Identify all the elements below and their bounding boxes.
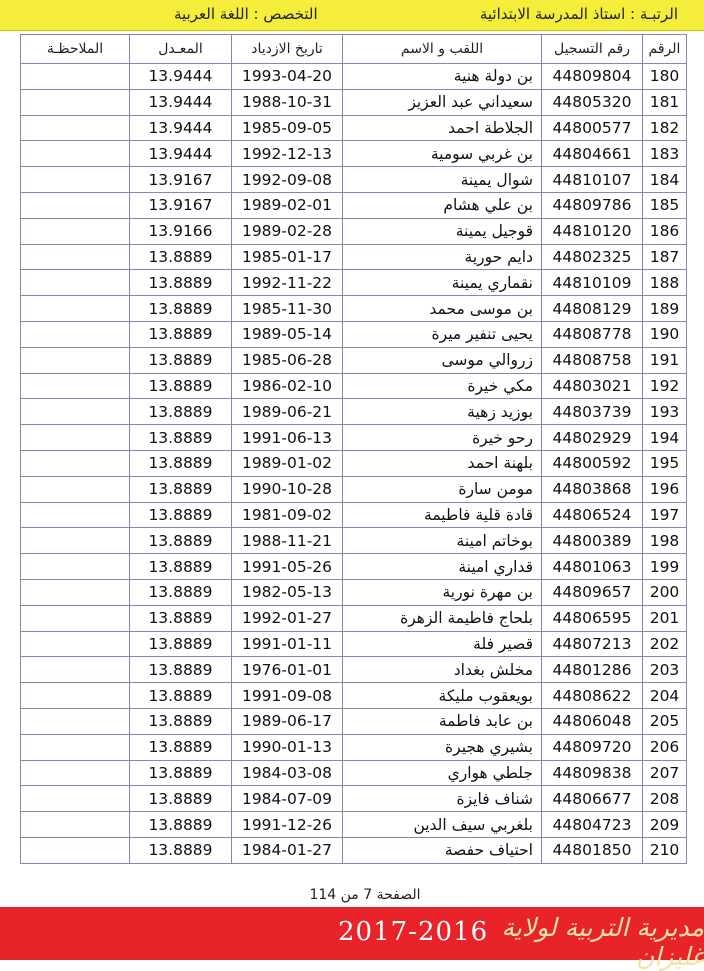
- cell-note: [21, 167, 130, 193]
- rank-label: الرتبـة : استاذ المدرسة الابتدائية: [479, 5, 678, 23]
- cell-registration: 44805320: [542, 89, 643, 115]
- cell-num: 183: [643, 141, 687, 167]
- cell-name: الجلاطة احمد: [343, 115, 542, 141]
- cell-average: 13.9167: [130, 192, 232, 218]
- cell-average: 13.8889: [130, 502, 232, 528]
- cell-birthdate: 1982-05-13: [232, 579, 343, 605]
- cell-average: 13.8889: [130, 683, 232, 709]
- page-indicator: الصفحة 7 من 114: [309, 887, 421, 903]
- cell-registration: 44801286: [542, 657, 643, 683]
- cell-birthdate: 1990-10-28: [232, 476, 343, 502]
- cell-note: [21, 373, 130, 399]
- table-row: [21, 64, 687, 90]
- table-row: [21, 605, 687, 631]
- cell-registration: 44809838: [542, 760, 643, 786]
- cell-registration: 44810109: [542, 270, 643, 296]
- cell-registration: 44807213: [542, 631, 643, 657]
- cell-registration: 44808778: [542, 321, 643, 347]
- cell-note: [21, 760, 130, 786]
- cell-registration: 44801063: [542, 554, 643, 580]
- cell-num: 190: [643, 321, 687, 347]
- cell-num: 193: [643, 399, 687, 425]
- cell-average: 13.9444: [130, 64, 232, 90]
- cell-average: 13.8889: [130, 734, 232, 760]
- cell-num: 204: [643, 683, 687, 709]
- cell-num: 198: [643, 528, 687, 554]
- cell-num: 194: [643, 425, 687, 451]
- cell-num: 185: [643, 192, 687, 218]
- cell-registration: 44809720: [542, 734, 643, 760]
- cell-registration: 44801850: [542, 837, 643, 863]
- cell-birthdate: 1985-09-05: [232, 115, 343, 141]
- cell-birthdate: 1984-07-09: [232, 786, 343, 812]
- table-row: [21, 812, 687, 838]
- cell-note: [21, 683, 130, 709]
- cell-note: [21, 244, 130, 270]
- table-row: [21, 502, 687, 528]
- cell-name: سعيداني عبد العزيز: [343, 89, 542, 115]
- table-row: [21, 347, 687, 373]
- cell-birthdate: 1991-12-26: [232, 812, 343, 838]
- cell-name: مكي خيرة: [343, 373, 542, 399]
- cell-name: زروالي موسى: [343, 347, 542, 373]
- cell-note: [21, 399, 130, 425]
- cell-birthdate: 1984-01-27: [232, 837, 343, 863]
- cell-name: احتياف حفصة: [343, 837, 542, 863]
- cell-birthdate: 1989-02-28: [232, 218, 343, 244]
- specialty-label: التخصص : اللغة العربية: [174, 5, 318, 23]
- cell-birthdate: 1991-09-08: [232, 683, 343, 709]
- table-row: [21, 528, 687, 554]
- table-row: [21, 321, 687, 347]
- cell-name: بن غربي سومية: [343, 141, 542, 167]
- cell-num: 206: [643, 734, 687, 760]
- cell-birthdate: 1989-05-14: [232, 321, 343, 347]
- cell-average: 13.8889: [130, 554, 232, 580]
- cell-registration: 44806595: [542, 605, 643, 631]
- cell-name: رحو خيرة: [343, 425, 542, 451]
- cell-average: 13.8889: [130, 425, 232, 451]
- cell-num: 203: [643, 657, 687, 683]
- directorate-logo-text: مديرية التربية لولاية غليزان: [501, 913, 704, 971]
- cell-num: 208: [643, 786, 687, 812]
- cell-num: 187: [643, 244, 687, 270]
- cell-note: [21, 425, 130, 451]
- cell-average: 13.8889: [130, 476, 232, 502]
- table-row: [21, 270, 687, 296]
- cell-registration: 44800577: [542, 115, 643, 141]
- cell-note: [21, 528, 130, 554]
- table-row: [21, 631, 687, 657]
- cell-average: 13.9444: [130, 115, 232, 141]
- cell-birthdate: 1993-04-20: [232, 64, 343, 90]
- cell-name: بن مهرة نورية: [343, 579, 542, 605]
- cell-registration: 44803739: [542, 399, 643, 425]
- cell-num: 196: [643, 476, 687, 502]
- cell-average: 13.8889: [130, 786, 232, 812]
- table-row: [21, 89, 687, 115]
- cell-average: 13.8889: [130, 347, 232, 373]
- cell-note: [21, 579, 130, 605]
- cell-birthdate: 1985-06-28: [232, 347, 343, 373]
- cell-registration: 44802929: [542, 425, 643, 451]
- cell-note: [21, 554, 130, 580]
- table-row: [21, 683, 687, 709]
- table-row: [21, 425, 687, 451]
- cell-registration: 44806524: [542, 502, 643, 528]
- cell-note: [21, 605, 130, 631]
- table-row: [21, 708, 687, 734]
- table-row: [21, 167, 687, 193]
- cell-registration: 44808129: [542, 296, 643, 322]
- cell-name: شوال يمينة: [343, 167, 542, 193]
- cell-registration: 44809804: [542, 64, 643, 90]
- cell-note: [21, 89, 130, 115]
- cell-average: 13.8889: [130, 399, 232, 425]
- cell-birthdate: 1991-01-11: [232, 631, 343, 657]
- cell-average: 13.9444: [130, 89, 232, 115]
- cell-note: [21, 192, 130, 218]
- cell-average: 13.8889: [130, 760, 232, 786]
- cell-name: جلطي هواري: [343, 760, 542, 786]
- cell-birthdate: 1992-09-08: [232, 167, 343, 193]
- cell-average: 13.9444: [130, 141, 232, 167]
- table-row: [21, 192, 687, 218]
- cell-name: نقماري يمينة: [343, 270, 542, 296]
- footer-banner: [0, 907, 704, 971]
- cell-name: يحيى تنفير ميرة: [343, 321, 542, 347]
- cell-name: بويعقوب مليكة: [343, 683, 542, 709]
- cell-average: 13.8889: [130, 812, 232, 838]
- cell-num: 205: [643, 708, 687, 734]
- cell-note: [21, 812, 130, 838]
- table-row: [21, 218, 687, 244]
- cell-registration: 44808758: [542, 347, 643, 373]
- cell-average: 13.8889: [130, 450, 232, 476]
- cell-note: [21, 708, 130, 734]
- cell-num: 189: [643, 296, 687, 322]
- cell-registration: 44808622: [542, 683, 643, 709]
- table-row: [21, 760, 687, 786]
- cell-average: 13.8889: [130, 837, 232, 863]
- cell-birthdate: 1991-06-13: [232, 425, 343, 451]
- cell-name: بن موسى محمد: [343, 296, 542, 322]
- cell-registration: 44802325: [542, 244, 643, 270]
- cell-average: 13.8889: [130, 708, 232, 734]
- cell-name: بلحاج فاطيمة الزهرة: [343, 605, 542, 631]
- cell-average: 13.8889: [130, 605, 232, 631]
- cell-note: [21, 218, 130, 244]
- cell-birthdate: 1989-02-01: [232, 192, 343, 218]
- cell-num: 192: [643, 373, 687, 399]
- cell-registration: 44804661: [542, 141, 643, 167]
- cell-average: 13.8889: [130, 528, 232, 554]
- cell-num: 186: [643, 218, 687, 244]
- table-row: [21, 296, 687, 322]
- cell-name: بلغربي سيف الدين: [343, 812, 542, 838]
- table-row: [21, 734, 687, 760]
- cell-name: مخلش بغداد: [343, 657, 542, 683]
- table-row: [21, 373, 687, 399]
- cell-birthdate: 1992-01-27: [232, 605, 343, 631]
- cell-name: مومن سارة: [343, 476, 542, 502]
- cell-birthdate: 1992-12-13: [232, 141, 343, 167]
- cell-average: 13.9166: [130, 218, 232, 244]
- cell-registration: 44806677: [542, 786, 643, 812]
- table-row: [21, 450, 687, 476]
- cell-name: قصير فلة: [343, 631, 542, 657]
- cell-num: 210: [643, 837, 687, 863]
- results-table: [20, 34, 687, 864]
- column-header-birthdate: تاريخ الازدياد: [232, 35, 343, 64]
- cell-num: 202: [643, 631, 687, 657]
- table-row: [21, 244, 687, 270]
- column-header-note: الملاحظـة: [21, 35, 130, 64]
- cell-birthdate: 1989-06-17: [232, 708, 343, 734]
- cell-name: بن علي هشام: [343, 192, 542, 218]
- cell-num: 181: [643, 89, 687, 115]
- cell-average: 13.8889: [130, 321, 232, 347]
- table-row: [21, 476, 687, 502]
- cell-average: 13.8889: [130, 657, 232, 683]
- cell-registration: 44800592: [542, 450, 643, 476]
- cell-birthdate: 1981-09-02: [232, 502, 343, 528]
- cell-name: قداري امينة: [343, 554, 542, 580]
- cell-name: بشيري هجيرة: [343, 734, 542, 760]
- cell-birthdate: 1992-11-22: [232, 270, 343, 296]
- cell-name: شناف فايزة: [343, 786, 542, 812]
- cell-average: 13.9167: [130, 167, 232, 193]
- cell-note: [21, 270, 130, 296]
- cell-birthdate: 1990-01-13: [232, 734, 343, 760]
- column-header-registration: رقم التسجيل: [542, 35, 643, 64]
- cell-num: 199: [643, 554, 687, 580]
- cell-registration: 44809786: [542, 192, 643, 218]
- cell-note: [21, 115, 130, 141]
- column-header-num: الرقم: [643, 35, 687, 64]
- cell-name: بلهنة احمد: [343, 450, 542, 476]
- cell-birthdate: 1989-06-21: [232, 399, 343, 425]
- cell-name: بوزيد زهية: [343, 399, 542, 425]
- cell-note: [21, 64, 130, 90]
- cell-registration: 44809657: [542, 579, 643, 605]
- cell-num: 197: [643, 502, 687, 528]
- column-header-name: اللقب و الاسم: [343, 35, 542, 64]
- table-row: [21, 579, 687, 605]
- cell-num: 184: [643, 167, 687, 193]
- cell-name: قادة قلية فاطيمة: [343, 502, 542, 528]
- cell-note: [21, 657, 130, 683]
- table-row: [21, 837, 687, 863]
- cell-name: قوجيل يمينة: [343, 218, 542, 244]
- cell-num: 201: [643, 605, 687, 631]
- cell-name: بن دولة هنية: [343, 64, 542, 90]
- cell-note: [21, 786, 130, 812]
- cell-note: [21, 321, 130, 347]
- cell-note: [21, 631, 130, 657]
- cell-note: [21, 141, 130, 167]
- cell-note: [21, 450, 130, 476]
- cell-registration: 44803021: [542, 373, 643, 399]
- cell-average: 13.8889: [130, 270, 232, 296]
- cell-registration: 44804723: [542, 812, 643, 838]
- cell-num: 191: [643, 347, 687, 373]
- cell-average: 13.8889: [130, 296, 232, 322]
- cell-birthdate: 1986-02-10: [232, 373, 343, 399]
- cell-name: دايم حورية: [343, 244, 542, 270]
- cell-note: [21, 296, 130, 322]
- cell-name: بوخاتم امينة: [343, 528, 542, 554]
- table-row: [21, 786, 687, 812]
- school-year: 2017-2016: [338, 917, 489, 947]
- cell-average: 13.8889: [130, 631, 232, 657]
- cell-birthdate: 1988-11-21: [232, 528, 343, 554]
- cell-note: [21, 837, 130, 863]
- table-row: [21, 115, 687, 141]
- cell-note: [21, 502, 130, 528]
- cell-birthdate: 1988-10-31: [232, 89, 343, 115]
- cell-birthdate: 1985-01-17: [232, 244, 343, 270]
- table-row: [21, 554, 687, 580]
- cell-note: [21, 734, 130, 760]
- cell-num: 188: [643, 270, 687, 296]
- cell-average: 13.8889: [130, 373, 232, 399]
- cell-average: 13.8889: [130, 244, 232, 270]
- table-row: [21, 399, 687, 425]
- cell-registration: 44803868: [542, 476, 643, 502]
- cell-registration: 44810107: [542, 167, 643, 193]
- cell-note: [21, 476, 130, 502]
- table-row: [21, 141, 687, 167]
- cell-name: بن عابد فاطمة: [343, 708, 542, 734]
- cell-num: 207: [643, 760, 687, 786]
- cell-birthdate: 1989-01-02: [232, 450, 343, 476]
- cell-num: 182: [643, 115, 687, 141]
- cell-average: 13.8889: [130, 579, 232, 605]
- cell-note: [21, 347, 130, 373]
- cell-registration: 44806048: [542, 708, 643, 734]
- cell-registration: 44800389: [542, 528, 643, 554]
- cell-birthdate: 1976-01-01: [232, 657, 343, 683]
- cell-num: 180: [643, 64, 687, 90]
- cell-birthdate: 1985-11-30: [232, 296, 343, 322]
- cell-num: 200: [643, 579, 687, 605]
- top-header-bar: [0, 0, 704, 31]
- cell-birthdate: 1991-05-26: [232, 554, 343, 580]
- cell-num: 195: [643, 450, 687, 476]
- column-header-average: المعـدل: [130, 35, 232, 64]
- table-header-row: [21, 35, 687, 64]
- cell-birthdate: 1984-03-08: [232, 760, 343, 786]
- cell-num: 209: [643, 812, 687, 838]
- cell-registration: 44810120: [542, 218, 643, 244]
- table-row: [21, 657, 687, 683]
